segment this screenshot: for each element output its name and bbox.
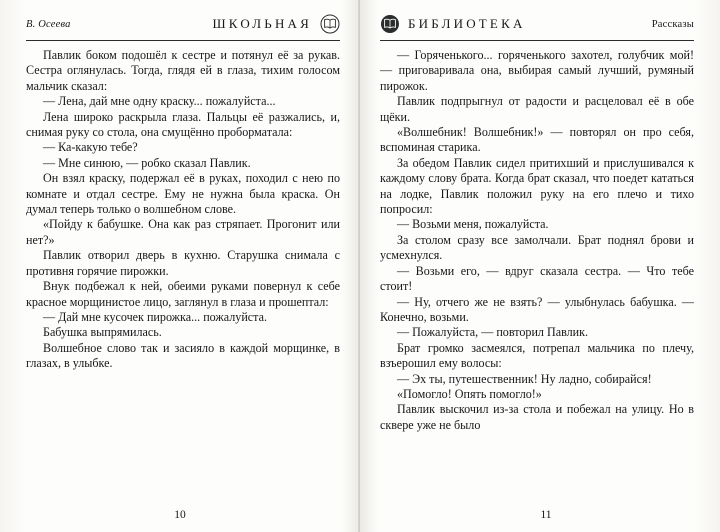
paragraph: За столом сразу все замолчали. Брат поднял брови и усмехнулся. [380, 232, 694, 263]
page-number-right: 11 [540, 509, 552, 521]
series-title: ШКОЛЬНАЯ [212, 16, 312, 31]
paragraph: — Лена, дай мне одну краску... пожалуйста... [43, 94, 276, 109]
paragraph: Павлик боком подошёл к сестре и потянул её за рукав. Сестра оглянулась. Тогда, глядя ей в глаза, тихим голосом мальчик сказал: [26, 48, 340, 93]
left-page-header [26, 14, 340, 34]
paragraph: «Пойду к бабушке. Она как раз стряпает. Прогонит или нет?» [26, 217, 340, 247]
paragraph: — Пожалуйста, — повторил Павлик. [397, 325, 589, 340]
paragraph: За обедом Павлик сидел притихший и прислушивался к каждому слову брата. Когда брат сказал, что поедет кататься на лодке, Павлик положил руку на его плечо и тихо попросил: [380, 155, 694, 217]
right-page-header [380, 14, 694, 34]
page-number-left: 10 [174, 509, 186, 521]
header-rule [380, 40, 694, 41]
left-page-text [26, 48, 340, 372]
paragraph: Лена широко раскрыла глаза. Пальцы её разжались, и, снимая руку со стола, она смущённо проборматала: [26, 109, 340, 140]
open-book-emblem-icon [320, 14, 340, 34]
paragraph: — Ну, отчего же не взять? — улыбнулась бабушка. — Конечно, возьми. [380, 294, 694, 324]
section-label: Рассказы [651, 18, 694, 30]
open-book-emblem-icon [380, 14, 400, 34]
paragraph: «Помогло! Опять помогло!» [397, 386, 542, 401]
series-title: БИБЛИОТЕКА [408, 16, 526, 31]
paragraph: — Горяченького... горяченького захотел, голубчик мой! — приговаривала она, выбирая самый лучший, румяный пирожок. [380, 48, 694, 93]
paragraph: — Мне синюю, — робко сказал Павлик. [43, 155, 251, 170]
paragraph: Внук подбежал к ней, обеими руками повернул к себе красное морщинистое лицо, заглянул в глаза и прошептал: [26, 279, 340, 309]
paragraph: — Дай мне кусочек пирожка... пожалуйста. [43, 309, 267, 324]
paragraph: Бабушка выпрямилась. [43, 325, 162, 340]
paragraph: — Возьми меня, пожалуйста. [397, 217, 549, 232]
header-rule [26, 40, 340, 41]
right-page [360, 0, 720, 532]
paragraph: — Эх ты, путешественник! Ну ладно, собирайся! [397, 371, 652, 386]
paragraph: «Волшебник! Волшебник!» — повторял он про себя, вспоминая старика. [380, 125, 694, 155]
paragraph: Павлик выскочил из-за стола и побежал на улицу. Но в сквере уже не было [380, 402, 694, 432]
paragraph: Он взял краску, подержал её в руках, походил с нею по комнате и отдал сестре. Ему не нужна была краска. Он думал теперь только о волшебном слове. [26, 171, 340, 217]
paragraph: Павлик подпрыгнул от радости и расцеловал её в обе щёки. [380, 94, 694, 124]
right-page-text [380, 48, 694, 433]
paragraph: Павлик отворил дверь в кухню. Старушка снимала с противня горячие пирожки. [26, 248, 340, 278]
paragraph: — Возьми его, — вдруг сказала сестра. — Что тебе стоит! [380, 263, 694, 294]
book-author: В. Осеева [26, 18, 71, 30]
paragraph: Брат громко засмеялся, потрепал мальчика по плечу, взъерошил ему волосы: [380, 340, 694, 371]
paragraph: — Ка-какую тебе? [43, 140, 138, 155]
paragraph: Волшебное слово так и засияло в каждой морщинке, в глазах, в улыбке. [26, 340, 340, 371]
